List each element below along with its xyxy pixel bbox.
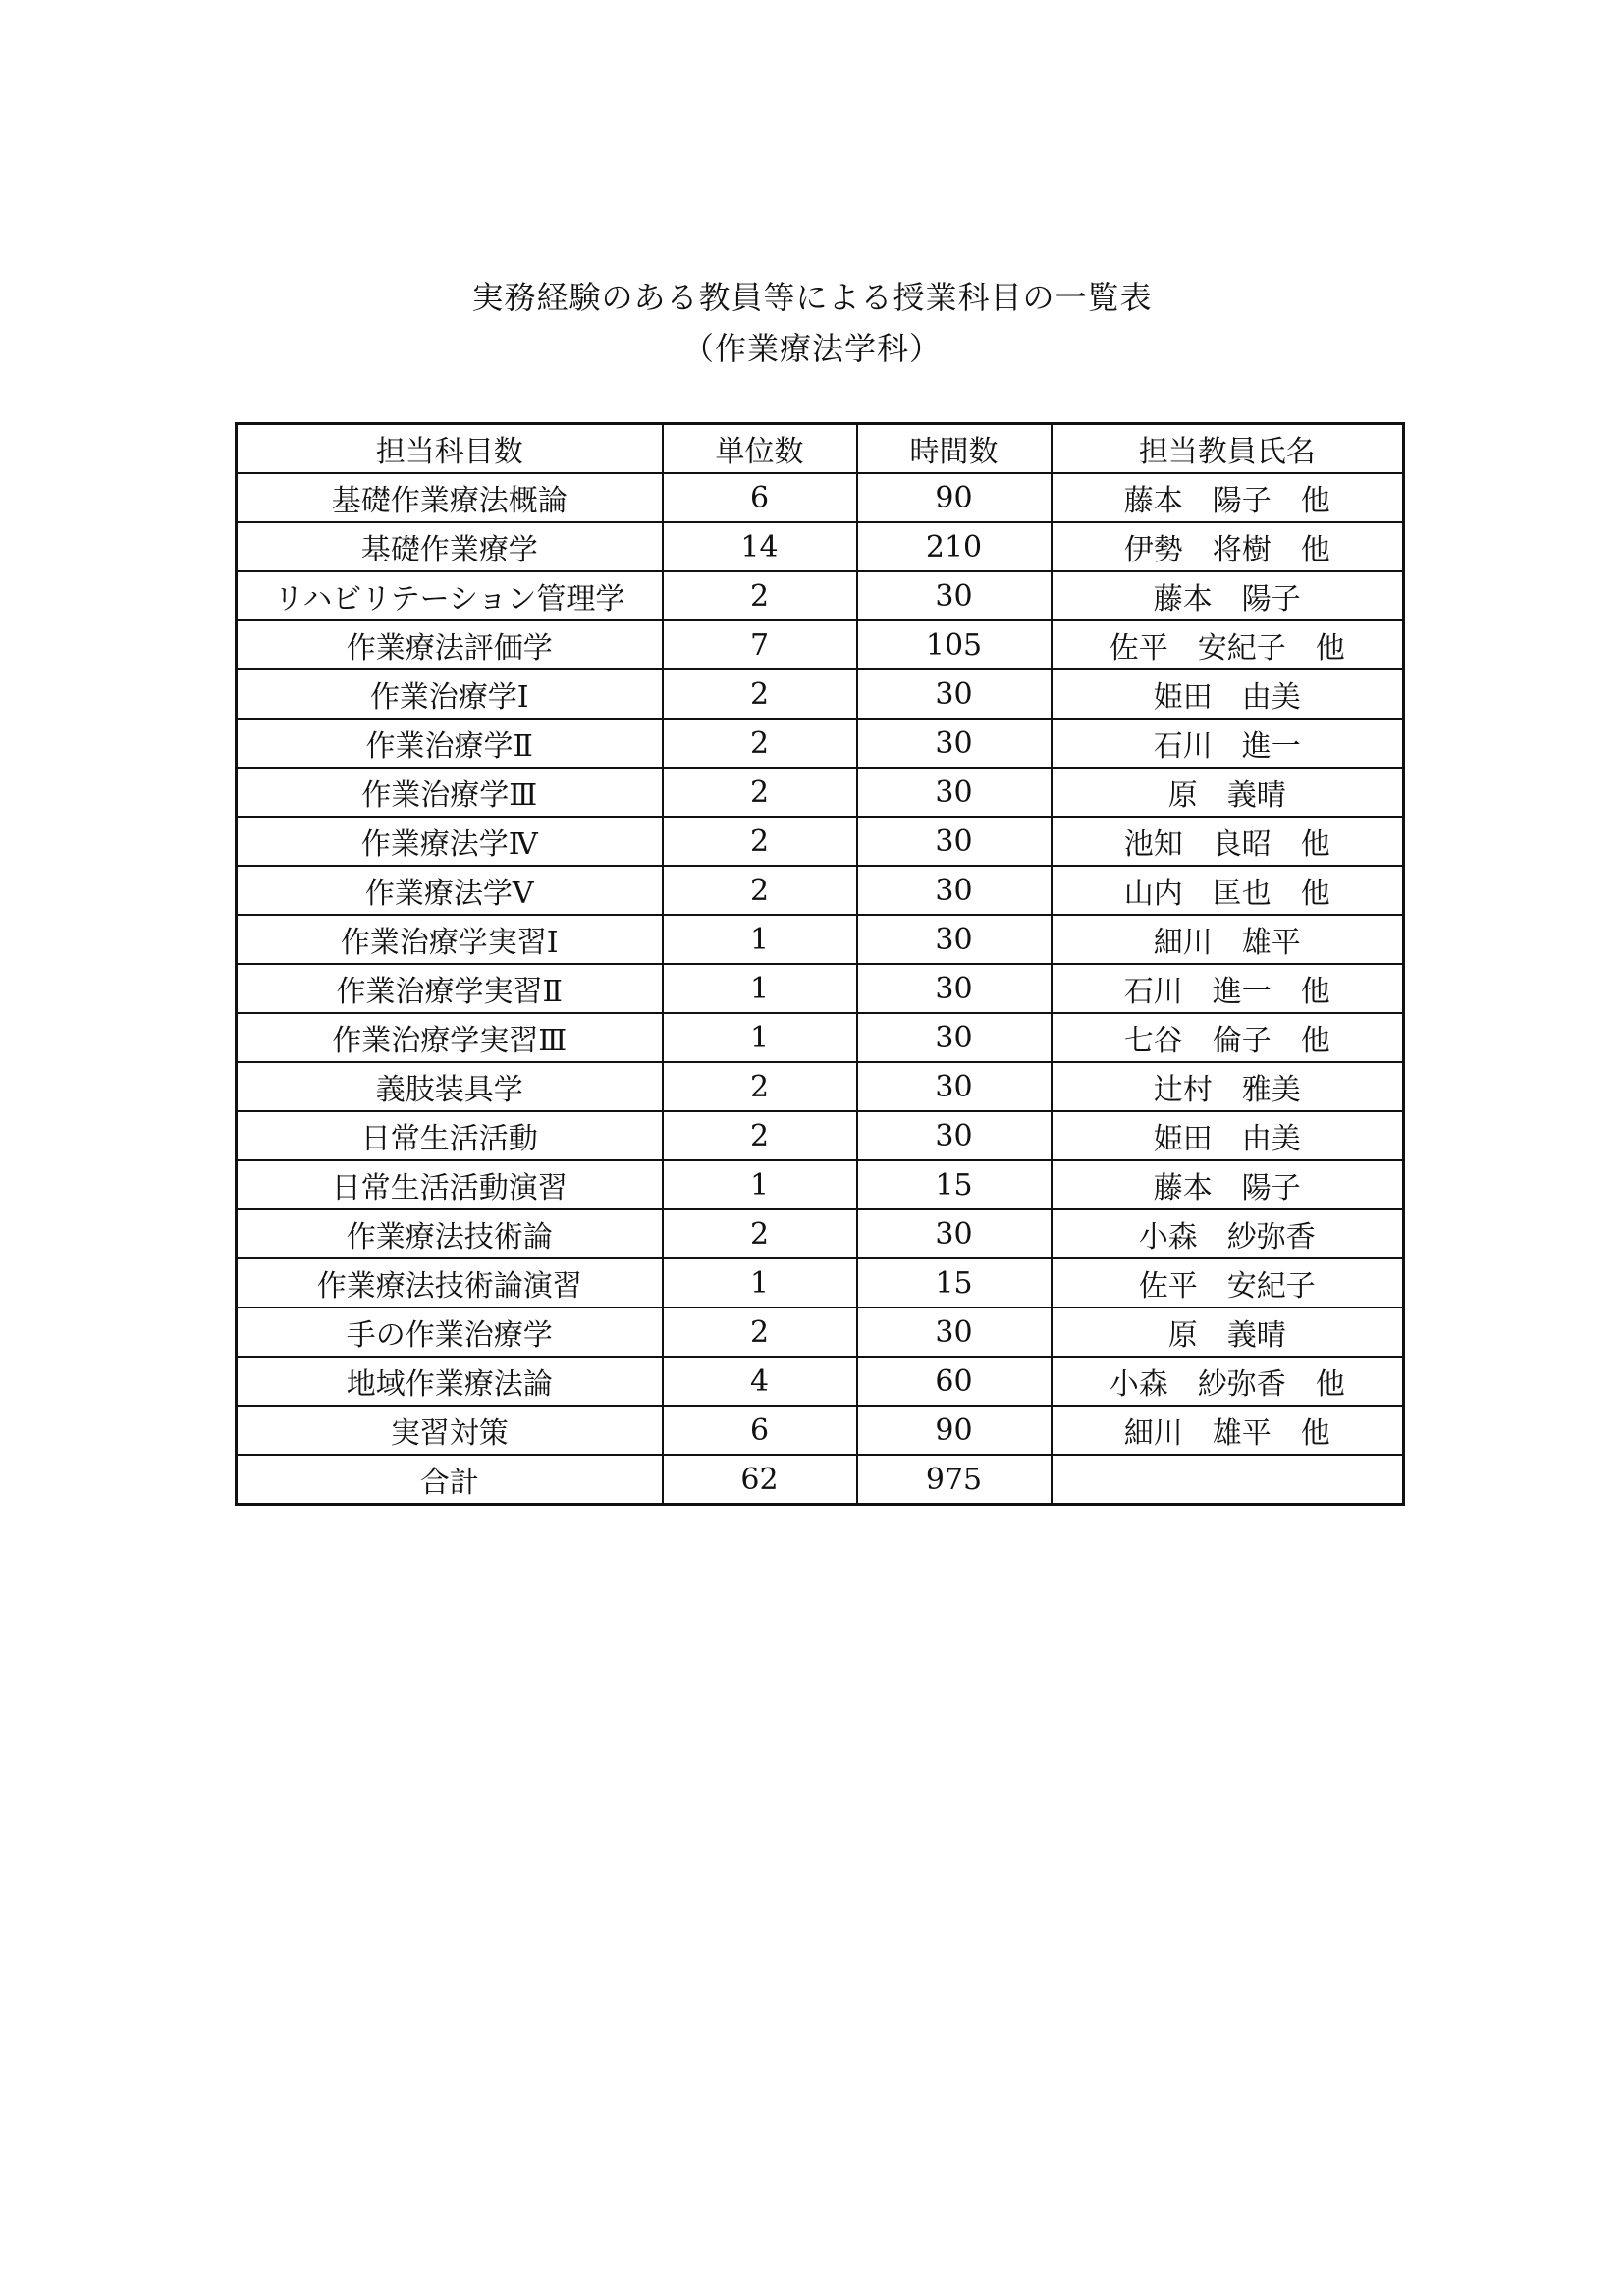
cell-teacher: 七谷 倫子 他	[1052, 1013, 1404, 1062]
cell-hours: 30	[857, 1209, 1052, 1258]
cell-subject: 日常生活活動演習	[237, 1160, 663, 1209]
cell-subject: 作業療法技術論演習	[237, 1258, 663, 1308]
table-total-row	[237, 1455, 1404, 1505]
table-header-row	[237, 424, 1404, 474]
total-label: 合計	[237, 1455, 663, 1505]
header-teacher: 担当教員氏名	[1052, 424, 1404, 474]
cell-teacher: 石川 進一	[1052, 719, 1404, 768]
cell-hours: 30	[857, 768, 1052, 817]
cell-hours: 105	[857, 620, 1052, 669]
table-row	[237, 1160, 1404, 1209]
cell-credits: 6	[663, 1406, 857, 1455]
table-row	[237, 571, 1404, 620]
cell-subject: 作業治療学実習Ⅱ	[237, 964, 663, 1013]
cell-subject: 実習対策	[237, 1406, 663, 1455]
cell-credits: 1	[663, 964, 857, 1013]
cell-teacher: 細川 雄平	[1052, 915, 1404, 964]
cell-teacher: 辻村 雅美	[1052, 1062, 1404, 1111]
course-table	[235, 422, 1405, 1506]
cell-credits: 1	[663, 1013, 857, 1062]
cell-credits: 2	[663, 719, 857, 768]
cell-credits: 2	[663, 817, 857, 866]
cell-hours: 90	[857, 1406, 1052, 1455]
table-row	[237, 915, 1404, 964]
table-row	[237, 522, 1404, 571]
cell-subject: 義肢装具学	[237, 1062, 663, 1111]
cell-subject: 作業療法技術論	[237, 1209, 663, 1258]
table-row	[237, 473, 1404, 522]
total-teacher	[1052, 1455, 1404, 1505]
header-subject: 担当科目数	[237, 424, 663, 474]
cell-hours: 210	[857, 522, 1052, 571]
cell-teacher: 姫田 由美	[1052, 669, 1404, 719]
cell-credits: 1	[663, 915, 857, 964]
cell-subject: 作業療法学Ⅳ	[237, 817, 663, 866]
cell-subject: 作業治療学実習Ⅲ	[237, 1013, 663, 1062]
cell-teacher: 佐平 安紀子 他	[1052, 620, 1404, 669]
table-row	[237, 719, 1404, 768]
table-row	[237, 1258, 1404, 1308]
table-row	[237, 1062, 1404, 1111]
cell-hours: 15	[857, 1160, 1052, 1209]
cell-hours: 30	[857, 817, 1052, 866]
cell-subject: 作業療法評価学	[237, 620, 663, 669]
cell-subject: 基礎作業療法概論	[237, 473, 663, 522]
cell-hours: 30	[857, 915, 1052, 964]
cell-teacher: 池知 良昭 他	[1052, 817, 1404, 866]
cell-credits: 2	[663, 1111, 857, 1160]
cell-hours: 30	[857, 1013, 1052, 1062]
cell-teacher: 原 義晴	[1052, 1308, 1404, 1357]
cell-teacher: 藤本 陽子	[1052, 571, 1404, 620]
table-row	[237, 817, 1404, 866]
cell-teacher: 石川 進一 他	[1052, 964, 1404, 1013]
table-row	[237, 1308, 1404, 1357]
cell-subject: 手の作業治療学	[237, 1308, 663, 1357]
cell-hours: 15	[857, 1258, 1052, 1308]
table-row	[237, 866, 1404, 915]
cell-teacher: 山内 匡也 他	[1052, 866, 1404, 915]
cell-credits: 1	[663, 1258, 857, 1308]
cell-teacher: 原 義晴	[1052, 768, 1404, 817]
cell-credits: 14	[663, 522, 857, 571]
cell-teacher: 伊勢 将樹 他	[1052, 522, 1404, 571]
cell-teacher: 小森 紗弥香 他	[1052, 1357, 1404, 1406]
cell-subject: リハビリテーション管理学	[237, 571, 663, 620]
cell-hours: 30	[857, 1062, 1052, 1111]
cell-teacher: 姫田 由美	[1052, 1111, 1404, 1160]
cell-credits: 2	[663, 669, 857, 719]
document-subtitle: （作業療法学科）	[681, 330, 942, 367]
table-row	[237, 620, 1404, 669]
cell-credits: 7	[663, 620, 857, 669]
cell-teacher: 佐平 安紀子	[1052, 1258, 1404, 1308]
cell-subject: 作業治療学Ⅲ	[237, 768, 663, 817]
cell-credits: 2	[663, 1308, 857, 1357]
cell-credits: 4	[663, 1357, 857, 1406]
cell-credits: 2	[663, 571, 857, 620]
table-row	[237, 669, 1404, 719]
cell-subject: 基礎作業療学	[237, 522, 663, 571]
table-row	[237, 1111, 1404, 1160]
cell-teacher: 藤本 陽子 他	[1052, 473, 1404, 522]
cell-hours: 30	[857, 1111, 1052, 1160]
cell-hours: 30	[857, 964, 1052, 1013]
table-row	[237, 964, 1404, 1013]
table-row	[237, 1357, 1404, 1406]
total-credits: 62	[663, 1455, 857, 1505]
cell-hours: 30	[857, 1308, 1052, 1357]
cell-teacher: 小森 紗弥香	[1052, 1209, 1404, 1258]
cell-credits: 2	[663, 1209, 857, 1258]
header-credits: 単位数	[663, 424, 857, 474]
cell-teacher: 藤本 陽子	[1052, 1160, 1404, 1209]
cell-subject: 作業治療学Ⅱ	[237, 719, 663, 768]
cell-subject: 作業治療学実習Ⅰ	[237, 915, 663, 964]
cell-subject: 作業療法学Ⅴ	[237, 866, 663, 915]
document-title: 実務経験のある教員等による授業科目の一覧表	[471, 279, 1153, 316]
cell-credits: 6	[663, 473, 857, 522]
cell-subject: 日常生活活動	[237, 1111, 663, 1160]
cell-credits: 2	[663, 1062, 857, 1111]
cell-hours: 60	[857, 1357, 1052, 1406]
cell-credits: 2	[663, 866, 857, 915]
cell-subject: 地域作業療法論	[237, 1357, 663, 1406]
cell-credits: 1	[663, 1160, 857, 1209]
cell-teacher: 細川 雄平 他	[1052, 1406, 1404, 1455]
cell-hours: 30	[857, 571, 1052, 620]
table-row	[237, 1406, 1404, 1455]
header-hours: 時間数	[857, 424, 1052, 474]
cell-hours: 90	[857, 473, 1052, 522]
cell-credits: 2	[663, 768, 857, 817]
cell-hours: 30	[857, 669, 1052, 719]
table-row	[237, 1013, 1404, 1062]
cell-hours: 30	[857, 719, 1052, 768]
cell-subject: 作業治療学Ⅰ	[237, 669, 663, 719]
total-hours: 975	[857, 1455, 1052, 1505]
cell-hours: 30	[857, 866, 1052, 915]
table-row	[237, 768, 1404, 817]
table-row	[237, 1209, 1404, 1258]
